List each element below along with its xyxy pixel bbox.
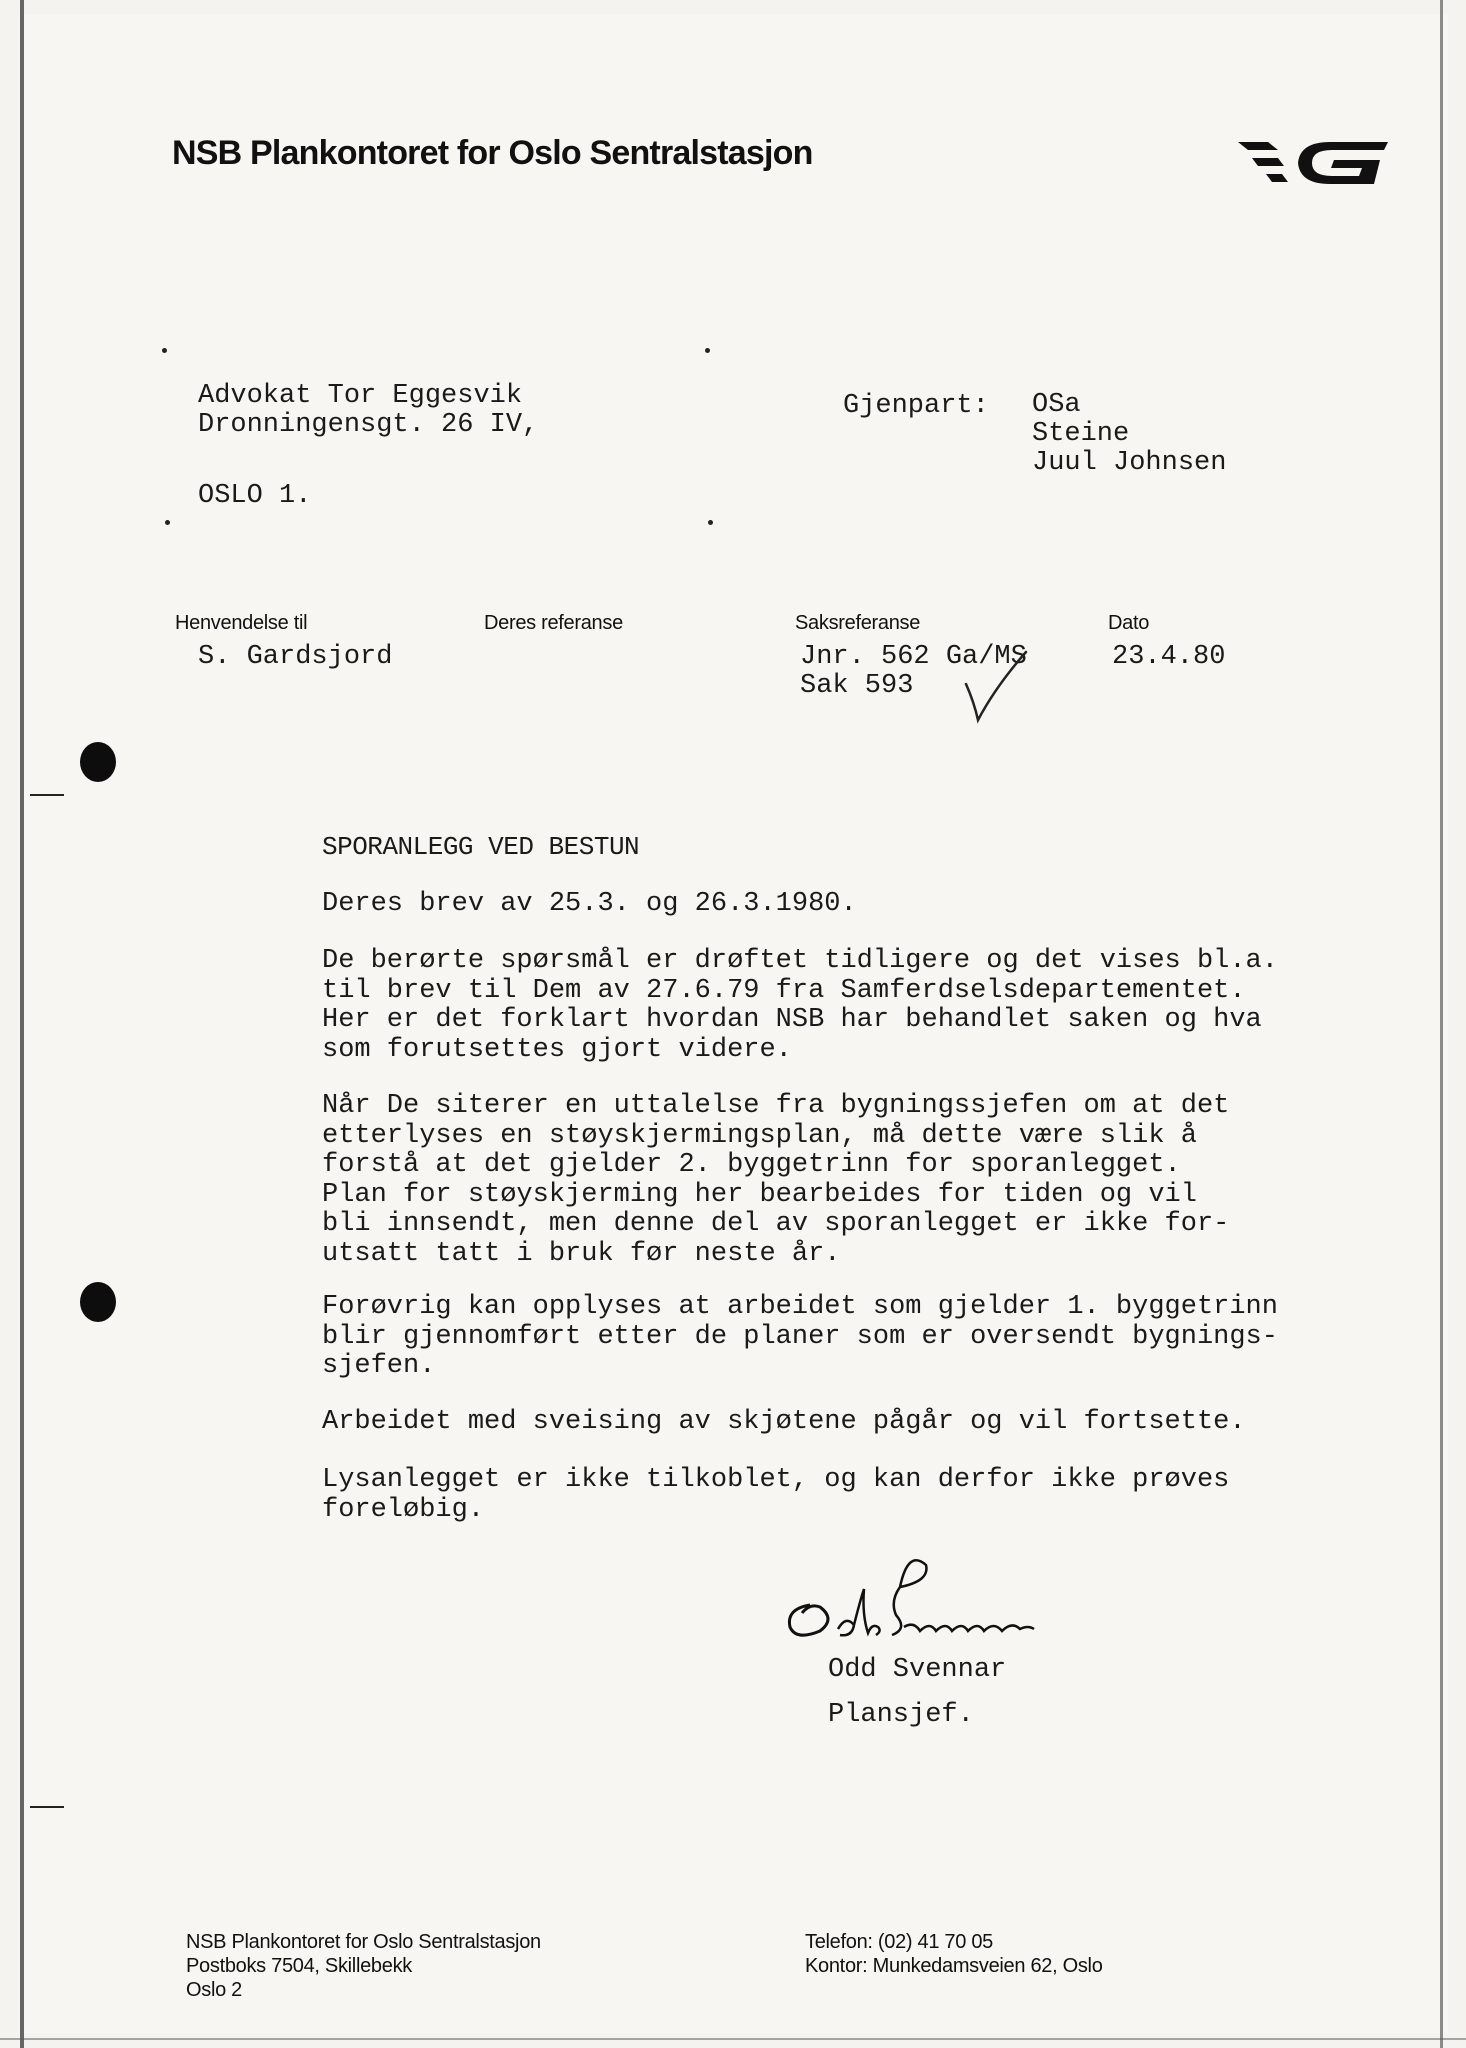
signatory-name: Odd Svennar (828, 1655, 1007, 1685)
case-number: Sak 593 (800, 671, 914, 701)
fold-mark (705, 348, 710, 353)
henvendelse-value: S. Gardsjord (198, 642, 393, 672)
dato-label: Dato (1108, 612, 1150, 634)
copies-list (1032, 391, 1226, 478)
copy-recipient: Juul Johnsen (1032, 448, 1227, 478)
fold-mark (708, 520, 713, 525)
journal-number: Jnr. 562 Ga/MS (800, 642, 1027, 672)
henvendelse-label: Henvendelse til (175, 612, 308, 634)
fold-tick (30, 794, 64, 796)
footer-contact (805, 1930, 1103, 1978)
body-paragraph: Når De siterer en uttalelse fra bygningssjefen om at det etterlyses en støyskjermingsplan, må dette være slik å forstå at det gjelder 2. byggetrinn for sporanlegget. Plan for støyskjerming her bearbeides for tiden og vil bli innsendt, men denne del av sporanlegget er ikke for- utsatt tatt i bruk før neste år. (322, 1091, 1230, 1269)
body-paragraph: De berørte spørsmål er drøftet tidligere og det vises bl.a. til brev til Dem av 27.6.79 fra Samferdselsdepartementet. Her er det forklart hvordan NSB har behandlet saken og hva som forutsettes gjort videre. (322, 946, 1278, 1065)
body-paragraph: Arbeidet med sveising av skjøtene pågår og vil fortsette. (322, 1407, 1246, 1437)
reference-line: Deres brev av 25.3. og 26.3.1980. (322, 889, 857, 919)
footer-line: Oslo 2 (186, 1979, 243, 2001)
punch-hole (80, 1282, 116, 1322)
recipient-line: Advokat Tor Eggesvik (198, 381, 523, 411)
deres-referanse-label: Deres referanse (484, 612, 623, 634)
scan-edge-bottom (0, 2038, 1466, 2040)
fold-tick (30, 1806, 64, 1808)
recipient-address (198, 382, 538, 511)
fold-mark (165, 520, 170, 525)
scan-edge-right (1440, 0, 1443, 2048)
footer-office: Kontor: Munkedamsveien 62, Oslo (805, 1955, 1103, 1977)
body-paragraph: Lysanlegget er ikke tilkoblet, og kan derfor ikke prøves foreløbig. (322, 1465, 1230, 1525)
punch-hole (80, 742, 116, 782)
saksreferanse-label: Saksreferanse (795, 612, 921, 634)
copy-recipient: Steine (1032, 419, 1130, 449)
footer-line: Postboks 7504, Skillebekk (186, 1955, 412, 1977)
recipient-city: OSLO 1. (198, 481, 312, 511)
footer-line: NSB Plankontoret for Oslo Sentralstasjon (186, 1931, 541, 1953)
check-mark-icon (962, 648, 1032, 724)
recipient-line: Dronningensgt. 26 IV, (198, 410, 539, 440)
footer-phone: Telefon: (02) 41 70 05 (805, 1931, 993, 1953)
handwritten-signature (780, 1555, 1070, 1665)
copy-recipient: OSa (1032, 390, 1081, 420)
signatory-title: Plansjef. (828, 1700, 974, 1730)
fold-mark (162, 348, 167, 353)
dato-value: 23.4.80 (1112, 642, 1226, 672)
nsb-logo-icon (1238, 136, 1388, 190)
letterhead-title: NSB Plankontoret for Oslo Sentralstasjon (172, 134, 813, 172)
copies-label: Gjenpart: (843, 391, 989, 421)
body-paragraph: Forøvrig kan opplyses at arbeidet som gjelder 1. byggetrinn blir gjennomført etter de planer som er oversendt bygnings- sjefen. (322, 1292, 1278, 1381)
footer-address (186, 1930, 541, 2002)
scan-edge-left (20, 0, 24, 2048)
letter-subject: SPORANLEGG VED BESTUN (322, 832, 640, 862)
